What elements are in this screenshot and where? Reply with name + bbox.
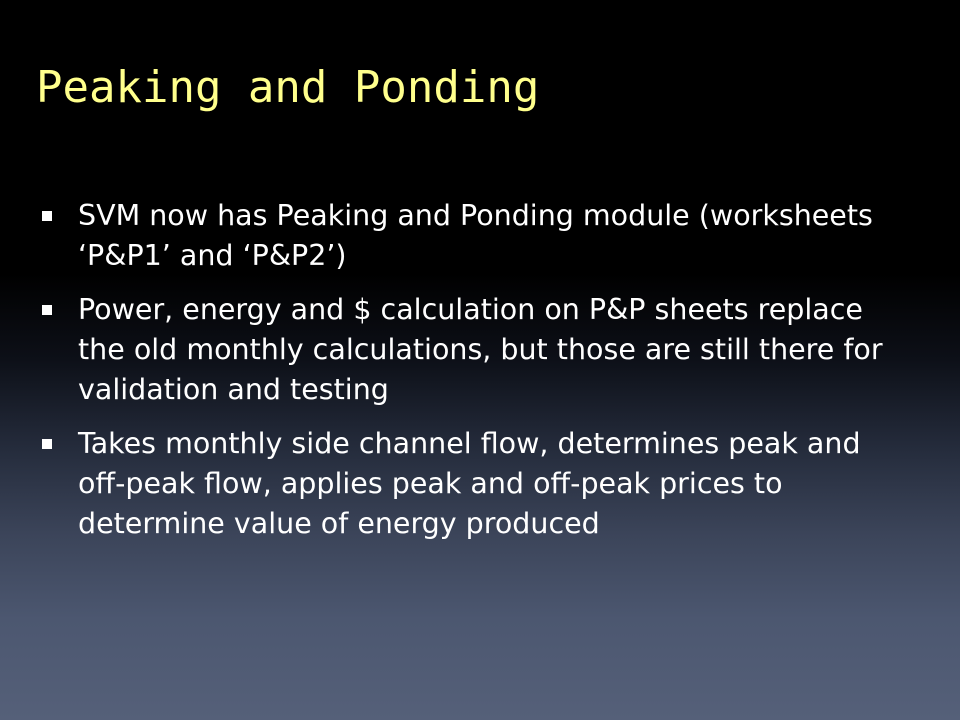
bullet-item <box>36 424 916 544</box>
slide-title: Peaking and Ponding <box>36 62 540 113</box>
square-bullet-icon <box>42 439 52 449</box>
square-bullet-icon <box>42 211 52 221</box>
square-bullet-icon <box>42 305 52 315</box>
bullet-list <box>36 196 916 558</box>
bullet-text: SVM now has Peaking and Ponding module (worksheets ‘P&P1’ and ‘P&P2’) <box>78 199 873 272</box>
bullet-item <box>36 290 916 410</box>
bullet-text: Takes monthly side channel flow, determines peak and off-peak flow, applies peak and off-peak prices to determine value of energy produced <box>78 427 861 540</box>
bullet-item <box>36 196 916 276</box>
bullet-text: Power, energy and $ calculation on P&P sheets replace the old monthly calculations, but those are still there for validation and testing <box>78 293 883 406</box>
